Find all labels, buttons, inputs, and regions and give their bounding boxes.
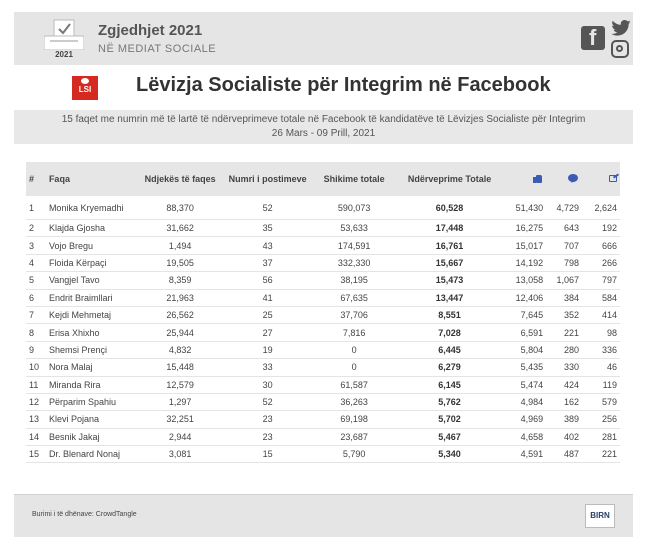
subtitle-box: [14, 110, 633, 144]
cell-page: Kejdi Mehmetaj: [46, 306, 136, 323]
footer: [14, 494, 633, 537]
cell-page: Miranda Rira: [46, 376, 136, 393]
cell-fans: 31,662: [136, 220, 223, 237]
cell-fans: 8,359: [136, 272, 223, 289]
cell-shares: 2,624: [582, 196, 620, 220]
cell-likes: 13,058: [502, 272, 546, 289]
cell-views: 0: [311, 359, 396, 376]
cell-posts: 15: [224, 446, 312, 463]
infographic: [14, 12, 633, 536]
cell-interactions: 8,551: [397, 306, 502, 323]
cell-num: 8: [26, 324, 46, 341]
table-row: [26, 446, 620, 463]
cell-shares: 579: [582, 393, 620, 410]
cell-page: Nora Malaj: [46, 359, 136, 376]
cell-likes: 14,192: [502, 254, 546, 271]
table-row: [26, 220, 620, 237]
cell-views: 5,790: [311, 446, 396, 463]
cell-views: 38,195: [311, 272, 396, 289]
brand-title: Zgjedhjet 2021: [98, 22, 203, 39]
subtitle-date-range: 26 Mars - 09 Prill, 2021: [271, 128, 376, 139]
cell-comments: 402: [546, 428, 582, 445]
cell-posts: 35: [224, 220, 312, 237]
table-row: [26, 359, 620, 376]
cell-likes: 5,474: [502, 376, 546, 393]
cell-num: 13: [26, 411, 46, 428]
rose-icon: [81, 78, 89, 84]
cell-comments: 707: [546, 237, 582, 254]
table-header-row: [26, 162, 620, 196]
cell-num: 12: [26, 393, 46, 410]
header-bar: [14, 12, 633, 65]
cell-interactions: 6,445: [397, 341, 502, 358]
cell-shares: 281: [582, 428, 620, 445]
table-row: [26, 428, 620, 445]
cell-page: Erisa Xhixho: [46, 324, 136, 341]
cell-views: 37,706: [311, 306, 396, 323]
cell-posts: 33: [224, 359, 312, 376]
table-row: [26, 376, 620, 393]
cell-comments: 280: [546, 341, 582, 358]
cell-shares: 414: [582, 306, 620, 323]
table-row: [26, 324, 620, 341]
ballot-year: 2021: [55, 50, 73, 59]
cell-shares: 221: [582, 446, 620, 463]
cell-views: 53,633: [311, 220, 396, 237]
cell-interactions: 16,761: [397, 237, 502, 254]
cell-shares: 46: [582, 359, 620, 376]
cell-page: Vojo Bregu: [46, 237, 136, 254]
table-body: [26, 196, 620, 463]
cell-posts: 56: [224, 272, 312, 289]
cell-num: 10: [26, 359, 46, 376]
cell-num: 15: [26, 446, 46, 463]
header-posts: Numri i postimeve: [224, 162, 312, 196]
cell-page: Klajda Gjosha: [46, 220, 136, 237]
cell-posts: 43: [224, 237, 312, 254]
subtitle-description: 15 faqet me numrin më të lartë të ndërveprimeve totale në Facebook të kandidatëve të Lëvizjes Socialiste për Integrim: [61, 114, 586, 125]
table-row: [26, 411, 620, 428]
header-num: #: [26, 162, 46, 196]
cell-interactions: 5,762: [397, 393, 502, 410]
cell-posts: 37: [224, 254, 312, 271]
cell-comments: 643: [546, 220, 582, 237]
cell-likes: 4,658: [502, 428, 546, 445]
cell-comments: 384: [546, 289, 582, 306]
cell-num: 9: [26, 341, 46, 358]
party-logo: [72, 76, 98, 100]
cell-views: 332,330: [311, 254, 396, 271]
share-icon: [609, 175, 617, 182]
comment-icon: [568, 174, 579, 183]
cell-views: 174,591: [311, 237, 396, 254]
cell-interactions: 17,448: [397, 220, 502, 237]
header-likes: [502, 162, 546, 196]
party-logo-text: LSI: [78, 85, 92, 94]
cell-shares: 336: [582, 341, 620, 358]
cell-likes: 16,275: [502, 220, 546, 237]
cell-fans: 1,494: [136, 237, 223, 254]
table-row: [26, 341, 620, 358]
cell-fans: 4,832: [136, 341, 223, 358]
cell-comments: 487: [546, 446, 582, 463]
cell-interactions: 15,473: [397, 272, 502, 289]
cell-likes: 7,645: [502, 306, 546, 323]
cell-views: 7,816: [311, 324, 396, 341]
cell-comments: 1,067: [546, 272, 582, 289]
cell-num: 3: [26, 237, 46, 254]
cell-num: 2: [26, 220, 46, 237]
cell-shares: 666: [582, 237, 620, 254]
cell-likes: 5,804: [502, 341, 546, 358]
cell-views: 61,587: [311, 376, 396, 393]
cell-fans: 88,370: [136, 196, 223, 220]
cell-interactions: 5,467: [397, 428, 502, 445]
cell-comments: 389: [546, 411, 582, 428]
cell-posts: 52: [224, 196, 312, 220]
cell-num: 7: [26, 306, 46, 323]
cell-likes: 5,435: [502, 359, 546, 376]
header-shares: [582, 162, 620, 196]
table-row: [26, 289, 620, 306]
header-page: Faqa: [46, 162, 136, 196]
cell-interactions: 6,279: [397, 359, 502, 376]
ballot-box-icon: [44, 18, 84, 58]
cell-num: 1: [26, 196, 46, 220]
cell-shares: 797: [582, 272, 620, 289]
cell-page: Monika Kryemadhi: [46, 196, 136, 220]
cell-num: 5: [26, 272, 46, 289]
cell-page: Klevi Pojana: [46, 411, 136, 428]
table-row: [26, 393, 620, 410]
cell-shares: 584: [582, 289, 620, 306]
cell-comments: 352: [546, 306, 582, 323]
cell-comments: 798: [546, 254, 582, 271]
cell-posts: 25: [224, 306, 312, 323]
cell-interactions: 60,528: [397, 196, 502, 220]
cell-shares: 266: [582, 254, 620, 271]
cell-posts: 27: [224, 324, 312, 341]
facebook-icon[interactable]: [581, 26, 605, 50]
cell-fans: 32,251: [136, 411, 223, 428]
cell-shares: 192: [582, 220, 620, 237]
cell-fans: 25,944: [136, 324, 223, 341]
cell-page: Besnik Jakaj: [46, 428, 136, 445]
cell-shares: 98: [582, 324, 620, 341]
cell-page: Përparim Spahiu: [46, 393, 136, 410]
cell-page: Endrit Braimllari: [46, 289, 136, 306]
cell-posts: 41: [224, 289, 312, 306]
table-row: [26, 306, 620, 323]
brand-subtitle: NË MEDIAT SOCIALE: [98, 43, 217, 55]
cell-likes: 4,591: [502, 446, 546, 463]
cell-interactions: 5,340: [397, 446, 502, 463]
cell-views: 23,687: [311, 428, 396, 445]
cell-shares: 119: [582, 376, 620, 393]
cell-interactions: 6,145: [397, 376, 502, 393]
twitter-icon[interactable]: [611, 20, 631, 36]
table-row: [26, 196, 620, 220]
cell-shares: 256: [582, 411, 620, 428]
table-row: [26, 254, 620, 271]
instagram-icon[interactable]: [611, 40, 629, 58]
birn-logo: BIRN: [585, 504, 615, 528]
cell-likes: 4,984: [502, 393, 546, 410]
header-comments: [546, 162, 582, 196]
cell-page: Dr. Blenard Nonaj: [46, 446, 136, 463]
cell-comments: 330: [546, 359, 582, 376]
cell-interactions: 5,702: [397, 411, 502, 428]
header-fans: Ndjekës të faqes: [136, 162, 223, 196]
cell-posts: 23: [224, 428, 312, 445]
cell-page: Floida Kërpaçi: [46, 254, 136, 271]
cell-fans: 1,297: [136, 393, 223, 410]
cell-fans: 3,081: [136, 446, 223, 463]
cell-views: 69,198: [311, 411, 396, 428]
cell-page: Vangjel Tavo: [46, 272, 136, 289]
cell-likes: 4,969: [502, 411, 546, 428]
cell-interactions: 15,667: [397, 254, 502, 271]
cell-comments: 162: [546, 393, 582, 410]
cell-fans: 12,579: [136, 376, 223, 393]
cell-posts: 52: [224, 393, 312, 410]
cell-posts: 30: [224, 376, 312, 393]
data-source: Burimi i të dhënave: CrowdTangle: [32, 511, 137, 518]
cell-fans: 15,448: [136, 359, 223, 376]
cell-num: 6: [26, 289, 46, 306]
cell-comments: 4,729: [546, 196, 582, 220]
header-views: Shikime totale: [311, 162, 396, 196]
cell-num: 11: [26, 376, 46, 393]
cell-fans: 2,944: [136, 428, 223, 445]
table-row: [26, 237, 620, 254]
table-row: [26, 272, 620, 289]
cell-num: 14: [26, 428, 46, 445]
cell-comments: 221: [546, 324, 582, 341]
cell-likes: 12,406: [502, 289, 546, 306]
cell-posts: 19: [224, 341, 312, 358]
cell-views: 36,263: [311, 393, 396, 410]
header-interactions: Ndërveprime Totale: [397, 162, 502, 196]
page-title: Lëvizja Socialiste për Integrim në Facebook: [136, 74, 551, 96]
cell-views: 590,073: [311, 196, 396, 220]
cell-comments: 424: [546, 376, 582, 393]
cell-fans: 26,562: [136, 306, 223, 323]
cell-likes: 51,430: [502, 196, 546, 220]
cell-page: Shemsi Prençi: [46, 341, 136, 358]
cell-views: 0: [311, 341, 396, 358]
ranking-table: [26, 162, 620, 463]
cell-fans: 19,505: [136, 254, 223, 271]
cell-posts: 23: [224, 411, 312, 428]
cell-fans: 21,963: [136, 289, 223, 306]
cell-views: 67,635: [311, 289, 396, 306]
cell-interactions: 13,447: [397, 289, 502, 306]
cell-interactions: 7,028: [397, 324, 502, 341]
cell-num: 4: [26, 254, 46, 271]
like-icon: [532, 174, 543, 183]
cell-likes: 6,591: [502, 324, 546, 341]
cell-likes: 15,017: [502, 237, 546, 254]
